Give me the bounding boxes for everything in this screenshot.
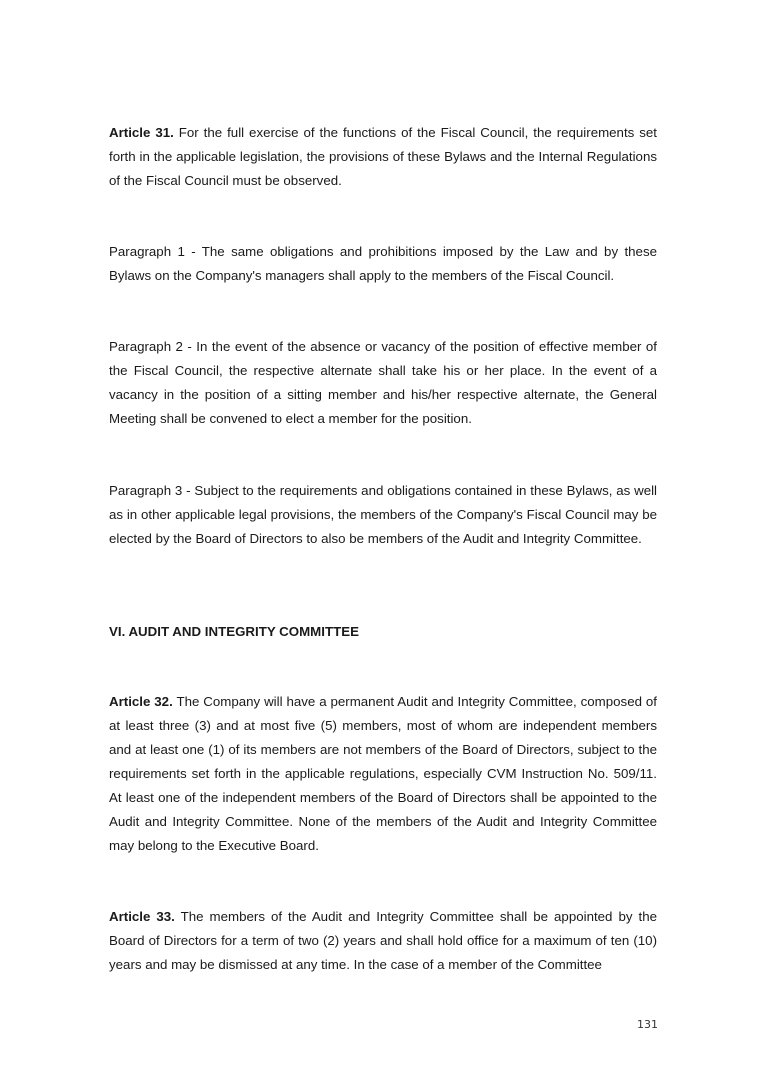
paragraph-3: Paragraph 3 - Subject to the requirements and obligations contained in these Bylaws, as well as in other applicable legal provisions, the members of the Company's Fiscal Council may be elected by the Board of Directors to also be members of the Audit and Integrity Committee. xyxy=(109,483,657,546)
article-32-text: The Company will have a permanent Audit and Integrity Committee, composed of at least three (3) and at most five (5) members, most of whom are independent members and at least one (1) of its members are not members of the Board of Directors, subject to the requirements set forth in the applicable regulations, especially CVM Instruction No. 509/11. At least one of the independent members of the Board of Directors shall be appointed to the Audit and Integrity Committee. None of the members of the Audit and Integrity Committee may belong to the Executive Board. xyxy=(109,694,657,853)
article-31-label: Article 31. xyxy=(109,125,174,140)
article-32-label: Article 32. xyxy=(109,694,173,709)
section-heading: VI. AUDIT AND INTEGRITY COMMITTEE xyxy=(109,624,359,639)
paragraph-1: Paragraph 1 - The same obligations and prohibitions imposed by the Law and by these Bylaws on the Company's managers shall apply to the members of the Fiscal Council. xyxy=(109,244,657,283)
article-31-text: For the full exercise of the functions of the Fiscal Council, the requirements set forth in the applicable legislation, the provisions of these Bylaws and the Internal Regulations of the Fiscal Council must be observed. xyxy=(109,125,657,188)
article-33 xyxy=(109,905,657,977)
article-33-text: The members of the Audit and Integrity Committee shall be appointed by the Board of Directors for a term of two (2) years and shall hold office for a maximum of ten (10) years and may be dismissed at any time. In the case of a member of the Committee xyxy=(109,909,657,972)
article-31 xyxy=(109,121,657,193)
article-32 xyxy=(109,690,657,858)
article-33-label: Article 33. xyxy=(109,909,175,924)
page-number: 131 xyxy=(637,1018,658,1031)
paragraph-2: Paragraph 2 - In the event of the absence or vacancy of the position of effective member of the Fiscal Council, the respective alternate shall take his or her place. In the event of a vacancy in the position of a sitting member and his/her respective alternate, the General Meeting shall be convened to elect a member for the position. xyxy=(109,339,657,426)
